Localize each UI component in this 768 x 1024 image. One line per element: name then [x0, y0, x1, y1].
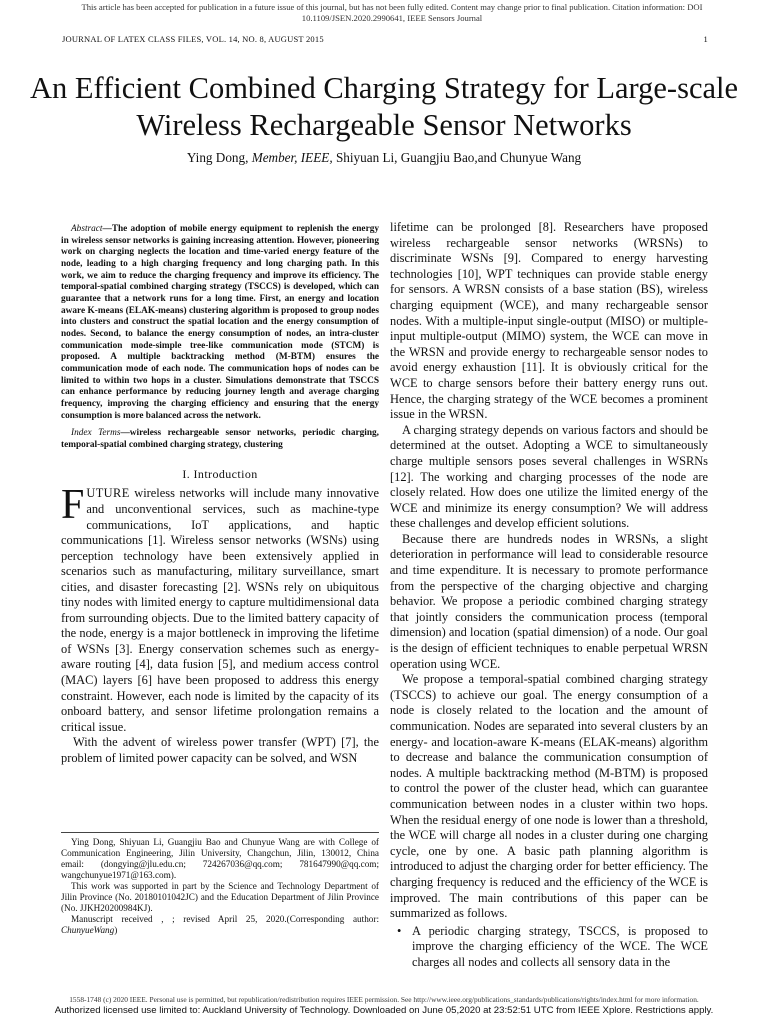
index-terms-label: Index Terms	[71, 428, 121, 439]
abstract-text: —The adoption of mobile energy equipment to replenish the energy in wireless sensor networks is gaining increasing attention. However, pioneering work on charging neglects the location and time-varied energy feature of the node, leading to a high charging frequency and long charging path. In this work, we aim to reduce the charging frequency and improve its efficiency. The temporal-spatial combined charging strategy (TSCCS) is developed, which can guarantee that a network runs for a long time. First, an energy and location aware K-means (ELAK-means) clustering algorithm is proposed to group nodes into clusters and construct the spatial location and the energy consumption of nodes. Second, to balance the energy consumption of nodes, an intra-cluster communication mode-simple tree-like communication mode (STCM) is proposed. A multiple backtracking method (M-BTM) ensures the communication mode of each node. The communication hops of nodes can be limited to within two hops in a cluster. Simulations demonstrate that TSCCS can enhance performance by reducing journey length and average charging frequency, improving the charging efficiency and ensuring that the energy consumption is more balanced across the network.	[61, 224, 379, 421]
author-list	[20, 150, 748, 166]
authors-part1: Ying Dong,	[186, 150, 252, 165]
right-paragraph-3: Because there are hundreds nodes in WRSNs, a slight deterioration in performance will lead to considerable resource and time expenditure. It is necessary to promote performance from the perspective of the charging objective and charging behavior. We propose a periodic combined charging strategy that jointly considers the communication process (temporal dimension) and location (spatial dimension) of a node. Our goal is the design of efficient techniques to enable perpetual WRSN operation using WCE.	[390, 531, 708, 671]
publication-notice: This article has been accepted for publication in a future issue of this journal, but has not been fully edited. Content may change prior to final publication. Citation information: DOI 10.1109/JSEN.2020.2990641, IEEE Sensors Journal	[81, 2, 703, 23]
drop-cap: F	[61, 482, 85, 529]
authors-part2: Shiyuan Li, Guangjiu Bao,and Chunyue Wang	[332, 150, 582, 165]
contribution-item	[390, 924, 708, 971]
corresponding-author: ChunyueWang	[61, 925, 115, 935]
right-column	[390, 220, 708, 971]
right-paragraph-4: We propose a temporal-spatial combined charging strategy (TSCCS) to achieve our goal. The energy consumption of a node is closely related to the location and the amount of communication. Nodes are separated into several clusters by an energy- and location-aware K-means (ELAK-means) algorithm to decrease and balance the communication consumption of nodes. A multiple backtracking method (M-BTM) is proposed to control the power of the cluster head, which can guarantee communication between nodes in a cluster within two hops. When the residual energy of one node is lower than a threshold, the WCE will charge all nodes in a cluster during one charging cycle, one by one. A basic path planning algorithm is introduced to adjust the charging order for better efficiency. The charging frequency is reduced and the efficiency of the WCE is improved. The main contributions of this paper can be summarized as follows.	[390, 672, 708, 921]
index-terms	[61, 428, 379, 451]
running-head	[62, 34, 708, 44]
copyright-notice: 1558-1748 (c) 2020 IEEE. Personal use is permitted, but republication/redistribution requires IEEE permission. See http://www.ieee.org/publications_standards/publications/rights/index.html for more information.	[69, 995, 699, 1004]
footnote-manuscript-text: Manuscript received , ; revised April 25, 2020.(Corresponding author:	[71, 914, 379, 924]
authors-member: Member, IEEE,	[251, 150, 333, 165]
section-heading-introduction: I. Introduction	[182, 467, 258, 482]
right-paragraph-1: lifetime can be prolonged [8]. Researchers have proposed wireless rechargeable sensor networks (WRSNs) to discriminate WSNs [9]. Compared to energy harvesting technologies [10], WPT techniques can provide stable energy for sensors. A WRSN consists of a base station (BS), wireless charging equipment (WCE), and many rechargeable sensor nodes. With a multiple-input single-output (MISO) or multiple-input multiple-output (MIMO) system, the WCE can move in the WRSN and provide energy to rechargeable sensor nodes to avoid energy exhaustion [11]. It is obviously critical for the WCE to charge sensors before their battery energy runs out. Hence, the charging strategy of the WCE becomes a prominent issue in the WRSN.	[390, 220, 708, 422]
footnote-manuscript	[61, 914, 379, 936]
left-column	[61, 224, 379, 766]
paper-title: An Efficient Combined Charging Strategy for Large-scale Wireless Rechargeable Sensor Networks	[29, 71, 739, 142]
footnote-manuscript-end: )	[114, 925, 118, 935]
contribution-text: A periodic charging strategy, TSCCS, is proposed to improve the charging efficiency of the WCE. The WCE charges all nodes and collects all sensory data in the	[412, 923, 708, 969]
intro-paragraph-1	[61, 482, 379, 735]
footnote-affiliation: Ying Dong, Shiyuan Li, Guangjiu Bao and Chunyue Wang are with College of Communication Engineering, Jilin University, Changchun, Jilin, 130012, China email: (dongying@jlu.edu.cn; 724267036@qq.com; 781647990@qq.com; wangchunyue1971@163.com).	[61, 837, 379, 880]
page-number: 1	[703, 34, 708, 44]
footnotes	[61, 832, 379, 936]
intro-first-word: UTURE	[86, 486, 130, 501]
right-paragraph-2: A charging strategy depends on various factors and should be determined at the outset. Adopting a WCE to simultaneously charge multiple sensors poses several challenges in WSRNs [12]. The working and charging processes of the node are closely related. How does one utilize the limited energy of the WCE and minimize its energy consumption? We will address these challenges and develop efficient solutions.	[390, 422, 708, 531]
footnote-funding: This work was supported in part by the Science and Technology Department of Jilin Province (No. 20180101042JC) and the Education Department of Jilin Province (No. JJKH20200984KJ).	[61, 881, 379, 913]
intro-p1-text: wireless networks will include many innovative and unconventional services, such as machine-type communications, IoT applications, and haptic communications [1]. Wireless sensor networks (WSNs) using perception technology have been extensively applied in scenarios such as manufacturing, military surveillance, smart cities, and disaster forecasting [2]. WSNs rely on ubiquitous tiny nodes with limited energy to capture multidimensional data from surrounding objects. Due to the limited battery capacity of the node, energy is a major bottleneck in improving the lifetime of WSNs [3]. Energy conservation schemes such as energy-aware routing [4], data fusion [5], and medium access control (MAC) layers [6] have been proposed to address this energy constraint. However, each node is limited by the capacity of its onboard battery, and sensor lifetime prolongation remains a critical issue.	[61, 486, 379, 734]
journal-line: JOURNAL OF LATEX CLASS FILES, VOL. 14, NO. 8, AUGUST 2015	[62, 34, 324, 44]
intro-paragraph-2: With the advent of wireless power transfer (WPT) [7], the problem of limited power capacity can be solved, and WSN	[61, 735, 379, 765]
abstract-label: Abstract	[71, 224, 103, 234]
index-terms-text: —wireless rechargeable sensor networks, periodic charging, temporal-spatial combined charging strategy, clustering	[61, 428, 379, 450]
abstract	[61, 224, 379, 422]
license-notice: Authorized licensed use limited to: Auckland University of Technology. Downloaded on June 05,2020 at 23:52:51 UTC from IEEE Xplore. Restrictions apply.	[54, 1005, 714, 1016]
bullet-mark: •	[397, 923, 402, 938]
